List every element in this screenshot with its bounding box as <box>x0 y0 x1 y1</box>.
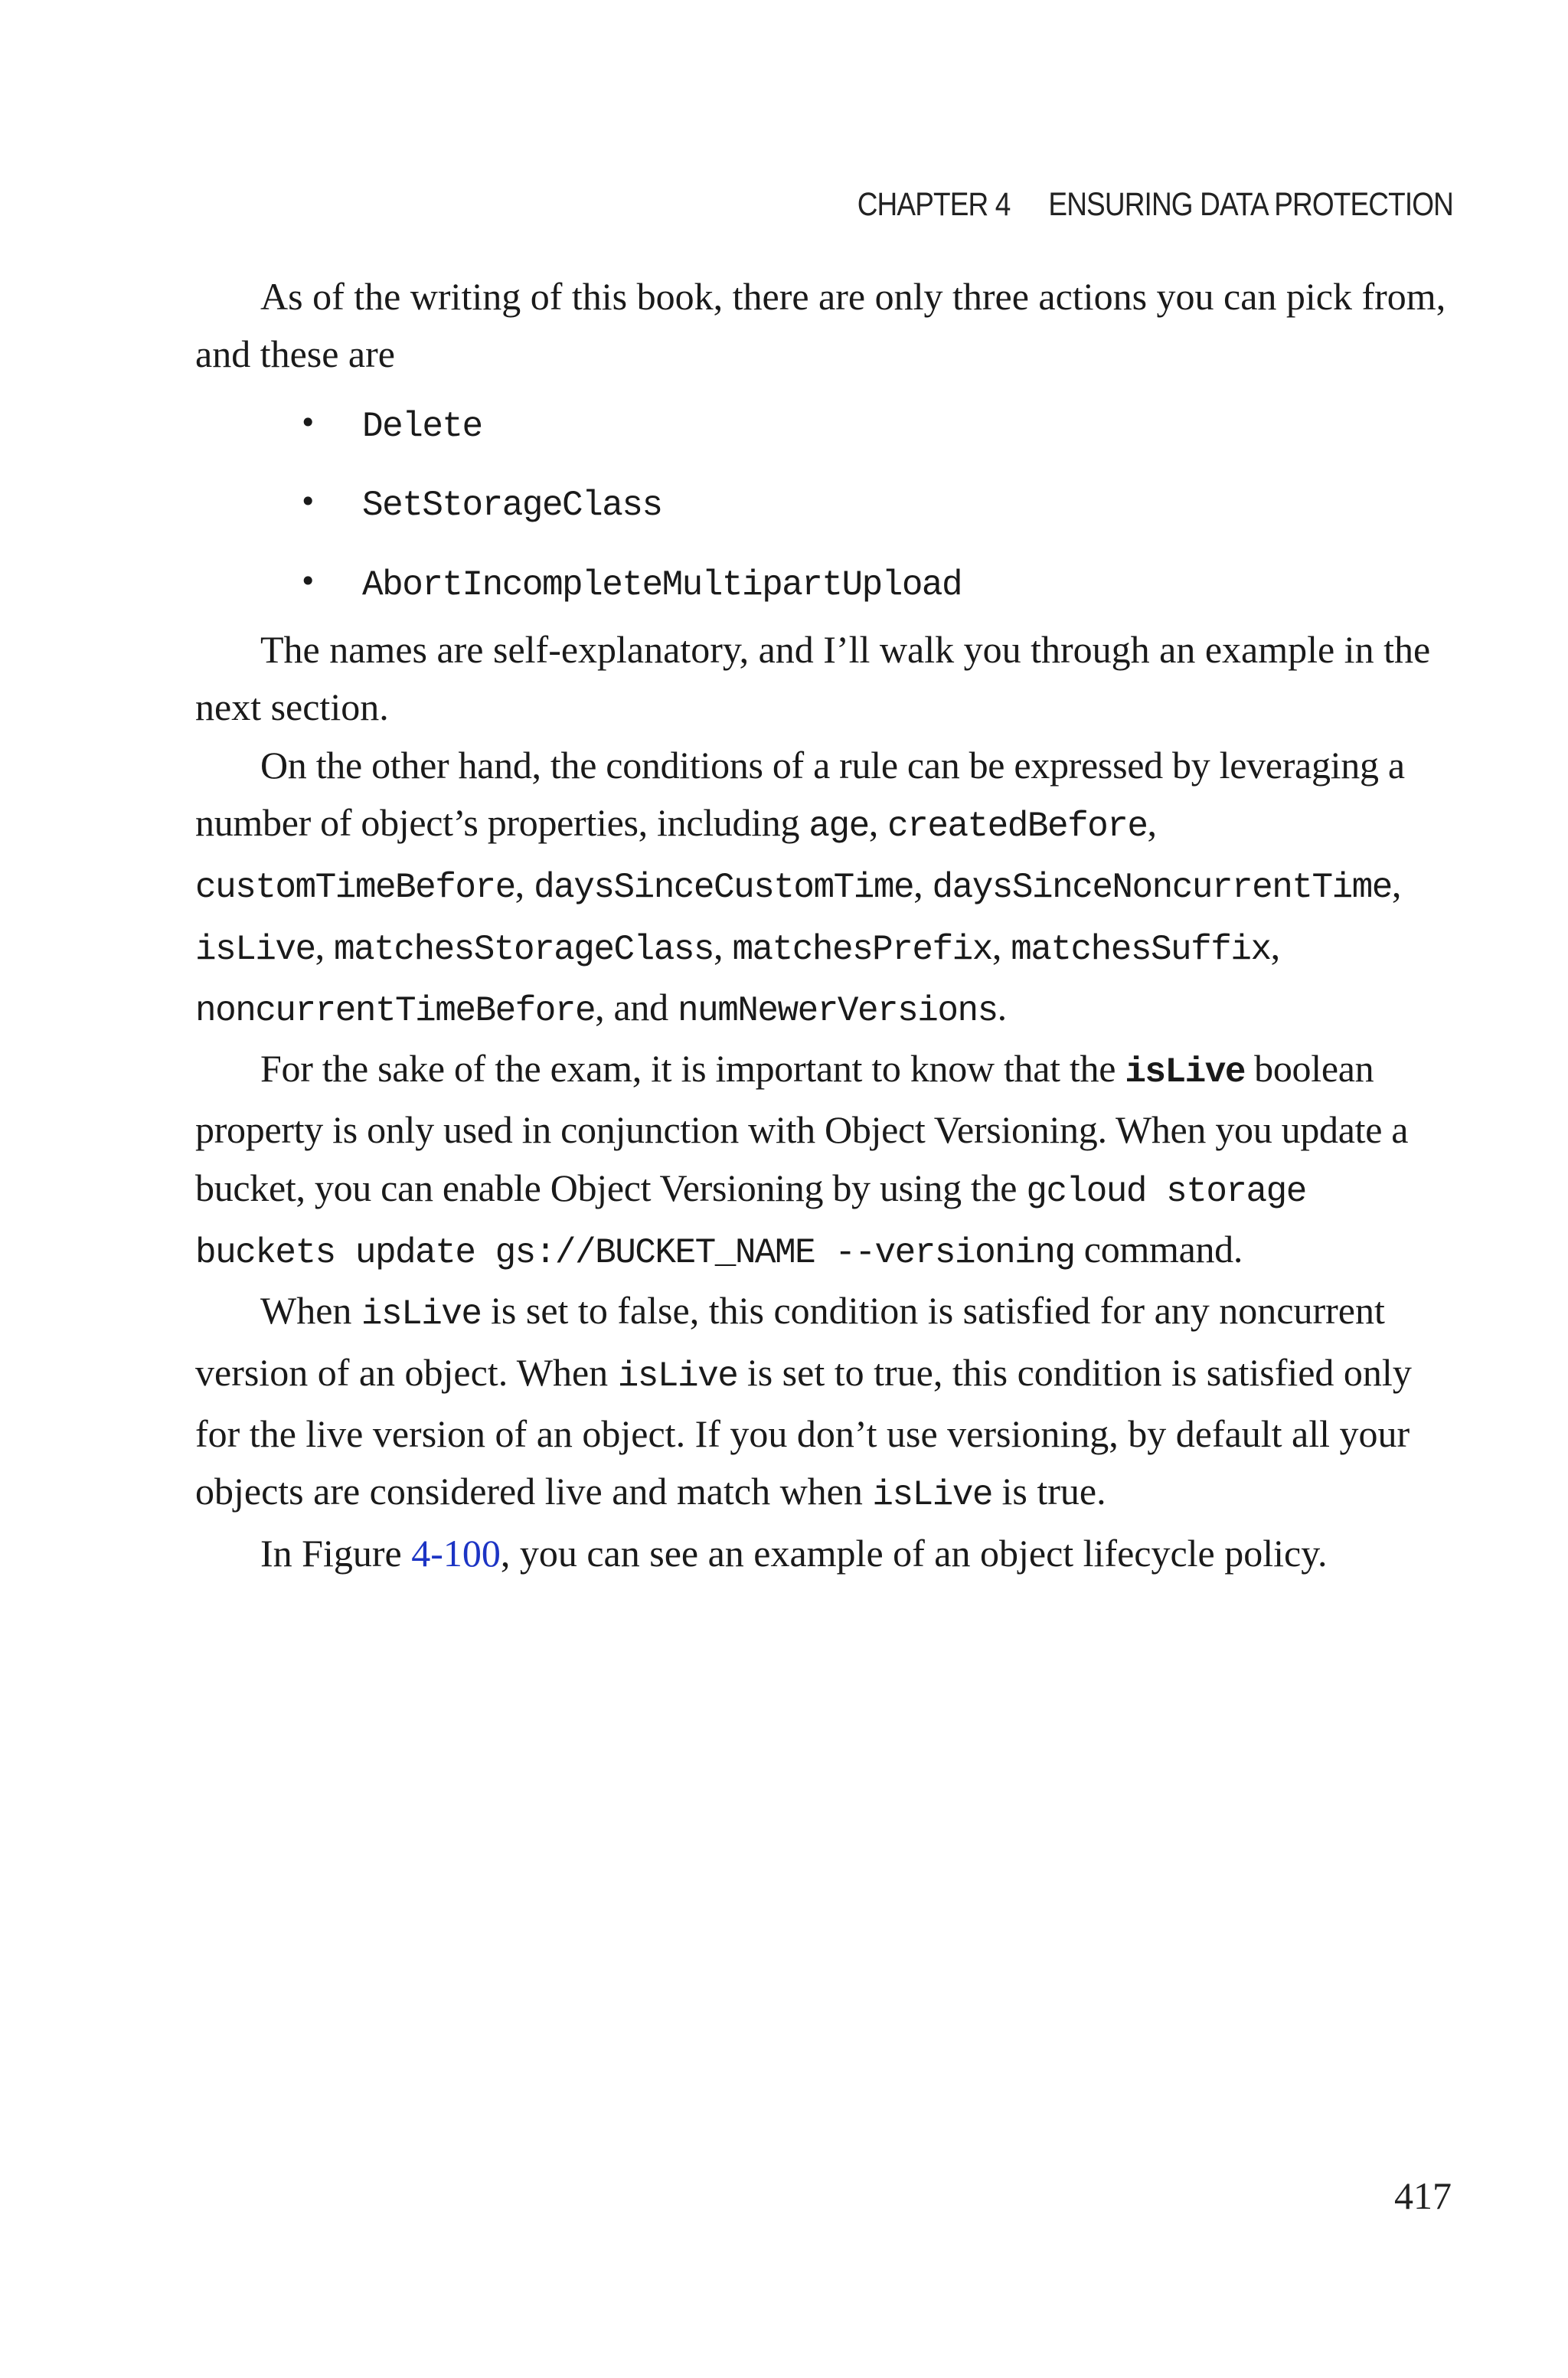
exam-middle-text: boolean property is only used in conjunction with Object Versioning. When you update a bucket, you can enable Object Versioning by using the <box>195 1047 1409 1209</box>
list-item <box>195 542 1459 622</box>
islive-text-3: is set to true, this condition is satisfied only for the live version of an object. If you don’t use versioning, by default all your objects are considered live and match when <box>195 1350 1412 1513</box>
separator: , <box>1147 800 1157 844</box>
code-matches-storage-class: matchesStorageClass <box>334 929 714 970</box>
islive-text-4: is true. <box>992 1470 1106 1513</box>
code-created-before: createdBefore <box>887 806 1148 846</box>
code-age: age <box>808 806 869 846</box>
intro-paragraph: As of the writing of this book, there are only three actions you can pick from, and these are <box>195 275 1446 376</box>
chapter-title: ENSURING DATA PROTECTION <box>1048 186 1453 223</box>
code-custom-time-before: customTimeBefore <box>195 868 515 908</box>
separator: , <box>868 800 888 844</box>
code-days-since-custom-time: daysSinceCustomTime <box>534 868 914 908</box>
bullet-icon: • <box>299 564 317 598</box>
separator: , <box>1270 924 1280 967</box>
figure-lead-text: In Figure <box>260 1531 412 1575</box>
page-body <box>195 268 1459 1582</box>
separator: , <box>315 924 335 967</box>
separator: , <box>714 924 733 967</box>
bullet-icon: • <box>299 485 317 519</box>
separator: , and <box>595 985 678 1029</box>
islive-paragraph <box>195 1282 1459 1524</box>
conditions-lead-text: On the other hand, the conditions of a rule can be expressed by leveraging a number of object’s properties, including <box>195 743 1405 844</box>
bullet-icon: • <box>299 405 317 440</box>
code-is-live: isLive <box>361 1294 482 1335</box>
separator: , <box>991 924 1011 967</box>
islive-text-1: When <box>260 1289 361 1333</box>
page-number: 417 <box>1394 2174 1452 2217</box>
exam-lead-text: For the sake of the exam, it is important to know that the <box>260 1047 1125 1091</box>
exam-paragraph <box>195 1040 1459 1282</box>
exam-end-text: command. <box>1074 1228 1243 1271</box>
code-days-since-noncurrent-time: daysSinceNoncurrentTime <box>932 868 1392 908</box>
code-num-newer-versions: numNewerVersions <box>678 990 998 1031</box>
action-delete: Delete <box>362 406 482 446</box>
code-is-live: isLive <box>195 929 315 970</box>
code-noncurrent-time-before: noncurrentTimeBefore <box>195 990 596 1031</box>
code-is-live: isLive <box>872 1475 993 1516</box>
code-is-live-bold: isLive <box>1125 1052 1245 1093</box>
list-item <box>195 463 1459 542</box>
separator: , <box>1391 862 1402 906</box>
separator: , <box>514 862 534 906</box>
chapter-number: CHAPTER 4 <box>857 186 1011 223</box>
action-abort-incomplete-multipart-upload: AbortIncompleteMultipartUpload <box>362 564 962 605</box>
code-matches-prefix: matchesPrefix <box>732 929 992 970</box>
code-is-live: isLive <box>617 1356 738 1396</box>
code-matches-suffix: matchesSuffix <box>1011 929 1271 970</box>
figure-end-text: , you can see an example of an object lifecycle policy. <box>500 1531 1328 1575</box>
action-set-storage-class: SetStorageClass <box>362 486 662 526</box>
islive-text-2: is set to false, this condition is satisfied for any noncurrent version of an object. When <box>195 1289 1385 1394</box>
figure-reference-link[interactable]: 4-100 <box>411 1531 501 1575</box>
figure-paragraph <box>195 1525 1459 1582</box>
names-paragraph: The names are self-explanatory, and I’ll walk you through an example in the next section. <box>195 628 1431 729</box>
list-item <box>195 384 1459 463</box>
separator: , <box>913 862 933 906</box>
running-header <box>858 186 1453 224</box>
conditions-paragraph <box>195 737 1459 1040</box>
sentence-end: . <box>997 985 1007 1029</box>
code-gcloud-command: gcloud storage buckets update gs://BUCKET_NAME --versioning <box>195 1171 1306 1274</box>
actions-list <box>195 384 1459 622</box>
